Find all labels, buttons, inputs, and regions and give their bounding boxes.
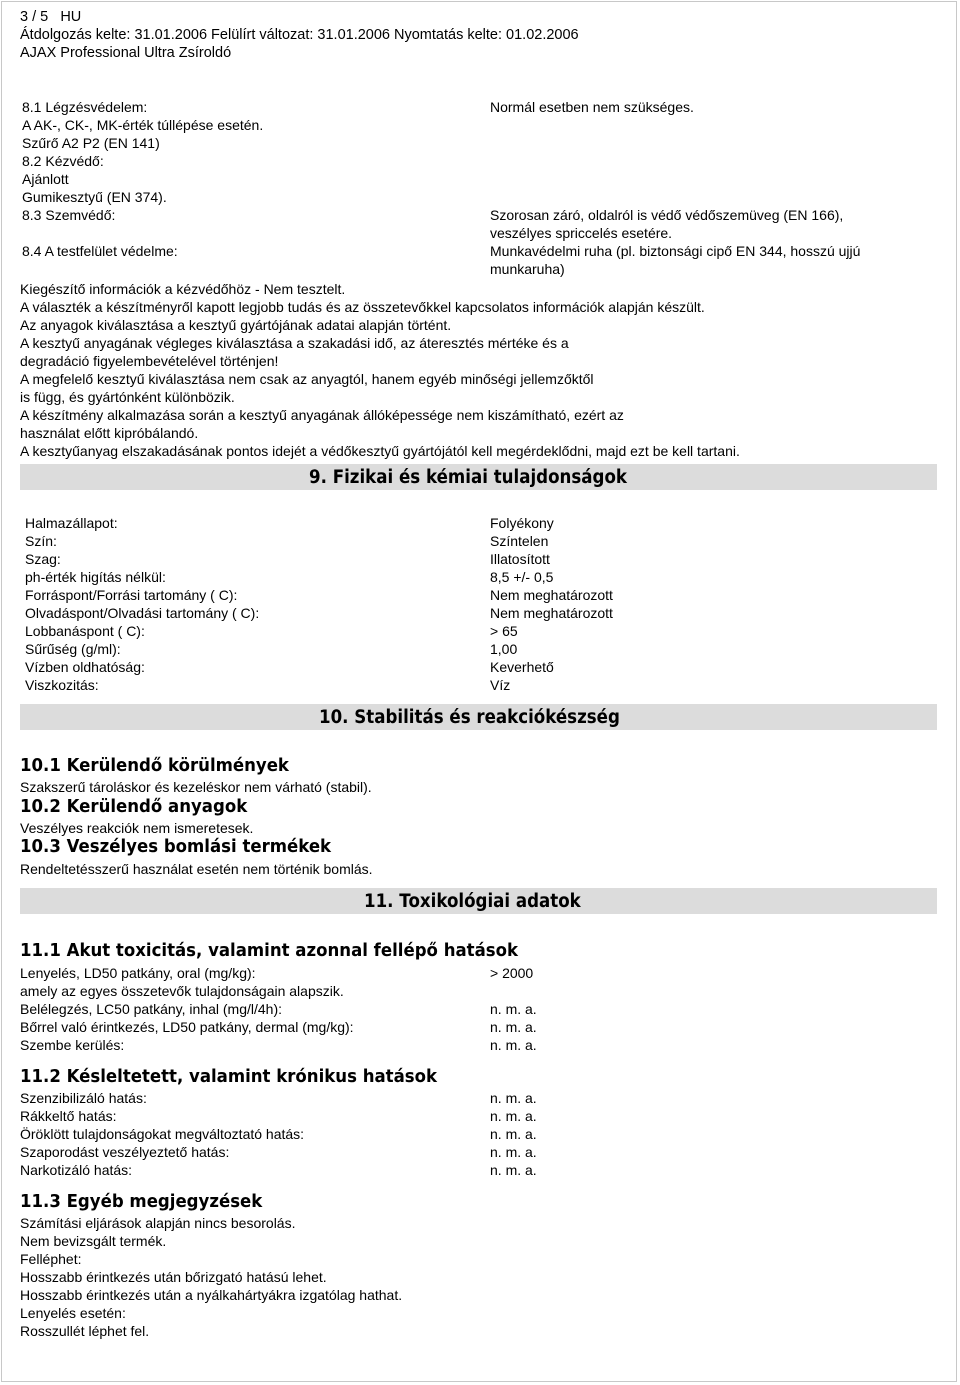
subsection-title: 11.3 Egyéb megjegyzések xyxy=(20,1191,263,1212)
tox-value: n. m. a. xyxy=(490,1019,537,1035)
text-line: is függ, és gyártónként különbözik. xyxy=(20,389,235,405)
text-line: Szakszerű tároláskor és kezeléskor nem várható (stabil). xyxy=(20,779,372,795)
tox-label: Belélegzés, LC50 patkány, inhal (mg/l/4h): xyxy=(20,1001,282,1017)
tox-label: amely az egyes összetevők tulajdonságain alapszik. xyxy=(20,983,344,999)
property-label: ph-érték higítás nélkül: xyxy=(25,569,166,585)
subsection-title: 11.1 Akut toxicitás, valamint azonnal fellépő hatások xyxy=(20,940,519,961)
section-title: 11. Toxikológiai adatok xyxy=(364,891,581,912)
text-line: Gumikesztyű (EN 374). xyxy=(22,189,167,205)
body-protection-value-cont: munkaruha) xyxy=(490,261,565,277)
text-line: használat előtt kipróbálandó. xyxy=(20,425,199,441)
section-title: 9. Fizikai és kémiai tulajdonságok xyxy=(309,467,627,488)
text-line: A választék a készítményről kapott legjobb tudás és az összetevőkkel kapcsolatos információk alapján készült. xyxy=(20,299,705,315)
text-line: Ajánlott xyxy=(22,171,69,187)
body-protection-label: 8.4 A testfelület védelme: xyxy=(22,243,178,259)
tox-value: n. m. a. xyxy=(490,1037,537,1053)
tox-label: Bőrrel való érintkezés, LD50 patkány, dermal (mg/kg): xyxy=(20,1019,354,1035)
property-label: Lobbanáspont ( C): xyxy=(25,623,145,639)
property-label: Szín: xyxy=(25,533,57,549)
property-value: Nem meghatározott xyxy=(490,587,613,603)
text-line: Számítási eljárások alapján nincs besorolás. xyxy=(20,1215,296,1231)
text-line: Veszélyes reakciók nem ismeretesek. xyxy=(20,820,254,836)
text-line: Kiegészítő információk a kézvédőhöz - Nem tesztelt. xyxy=(20,281,346,297)
subsection-title: 10.2 Kerülendő anyagok xyxy=(20,796,248,817)
eye-protection-value-cont: veszélyes spriccelés esetére. xyxy=(490,225,673,241)
property-value: 1,00 xyxy=(490,641,518,657)
tox-value: n. m. a. xyxy=(490,1144,537,1160)
text-line: A kesztyű anyagának végleges kiválasztása a szakadási idő, az áteresztés mértéke és a xyxy=(20,335,569,351)
text-line: A megfelelő kesztyű kiválasztása nem csak az anyagtól, hanem egyéb minőségi jellemzőktől xyxy=(20,371,594,387)
document-dates: Átdolgozás kelte: 31.01.2006 Felülírt változat: 31.01.2006 Nyomtatás kelte: 01.02.2006 xyxy=(20,27,579,43)
property-value: > 65 xyxy=(490,623,518,639)
body-protection-value: Munkavédelmi ruha (pl. biztonsági cipő EN 344, hosszú ujjú xyxy=(490,243,861,259)
subsection-title: 11.2 Késleltetett, valamint krónikus hatások xyxy=(20,1066,438,1087)
property-value: Víz xyxy=(490,677,511,693)
section-9-header xyxy=(20,464,937,490)
text-line: A kesztyűanyag elszakadásának pontos idejét a védőkesztyű gyártójától kell megérdeklődni, majd ezt be kell tartani. xyxy=(20,443,740,459)
text-line: Szűrő A2 P2 (EN 141) xyxy=(22,135,160,151)
tox-label: Rákkeltő hatás: xyxy=(20,1108,117,1124)
eye-protection-label: 8.3 Szemvédő: xyxy=(22,207,116,223)
property-label: Viszkozitás: xyxy=(25,677,99,693)
text-line: Hosszabb érintkezés után bőrizgató hatású lehet. xyxy=(20,1269,327,1285)
tox-value: n. m. a. xyxy=(490,1162,537,1178)
text-line: Rosszullét léphet fel. xyxy=(20,1323,150,1339)
subsection-title: 10.1 Kerülendő körülmények xyxy=(20,755,289,776)
tox-label: Lenyelés, LD50 patkány, oral (mg/kg): xyxy=(20,965,256,981)
text-line: Lenyelés esetén: xyxy=(20,1305,126,1321)
property-label: Forráspont/Forrási tartomány ( C): xyxy=(25,587,238,603)
property-label: Sűrűség (g/ml): xyxy=(25,641,121,657)
text-line: A AK-, CK-, MK-érték túllépése esetén. xyxy=(22,117,264,133)
page-number: 3 / 5 HU xyxy=(20,9,82,25)
text-line: Nem bevizsgált termék. xyxy=(20,1233,167,1249)
tox-value: > 2000 xyxy=(490,965,534,981)
property-value: Nem meghatározott xyxy=(490,605,613,621)
tox-value: n. m. a. xyxy=(490,1126,537,1142)
tox-value: n. m. a. xyxy=(490,1001,537,1017)
property-label: Olvadáspont/Olvadási tartomány ( C): xyxy=(25,605,260,621)
property-label: Vízben oldhatóság: xyxy=(25,659,145,675)
section-title: 10. Stabilitás és reakciókészség xyxy=(319,707,620,728)
hand-protection-label: 8.2 Kézvédő: xyxy=(22,153,104,169)
property-label: Szag: xyxy=(25,551,61,567)
tox-label: Szembe kerülés: xyxy=(20,1037,125,1053)
tox-value: n. m. a. xyxy=(490,1090,537,1106)
text-line: Rendeltetésszerű használat esetén nem történik bomlás. xyxy=(20,861,373,877)
subsection-title: 10.3 Veszélyes bomlási termékek xyxy=(20,836,332,857)
tox-value: n. m. a. xyxy=(490,1108,537,1124)
property-value: 8,5 +/- 0,5 xyxy=(490,569,554,585)
respiratory-value: Normál esetben nem szükséges. xyxy=(490,99,694,115)
tox-label: Öröklött tulajdonságokat megváltoztató hatás: xyxy=(20,1126,305,1142)
text-line: A készítmény alkalmazása során a kesztyű anyagának állóképessége nem kiszámítható, ezért az xyxy=(20,407,624,423)
section-11-header xyxy=(20,888,937,914)
property-label: Halmazállapot: xyxy=(25,515,118,531)
property-value: Színtelen xyxy=(490,533,549,549)
text-line: Hosszabb érintkezés után a nyálkahártyákra izgatólag hathat. xyxy=(20,1287,403,1303)
tox-label: Narkotizáló hatás: xyxy=(20,1162,133,1178)
section-10-header xyxy=(20,704,937,730)
tox-label: Szenzibilizáló hatás: xyxy=(20,1090,147,1106)
property-value: Folyékony xyxy=(490,515,554,531)
language-code: HU xyxy=(60,9,82,25)
eye-protection-value: Szorosan záró, oldalról is védő védőszemüveg (EN 166), xyxy=(490,207,844,223)
text-line: Az anyagok kiválasztása a kesztyű gyártójának adatai alapján történt. xyxy=(20,317,452,333)
tox-label: Szaporodást veszélyeztető hatás: xyxy=(20,1144,230,1160)
property-value: Keverhető xyxy=(490,659,554,675)
property-value: Illatosított xyxy=(490,551,550,567)
text-line: degradáció figyelembevételével történjen! xyxy=(20,353,279,369)
text-line: Felléphet: xyxy=(20,1251,82,1267)
respiratory-label: 8.1 Légzésvédelem: xyxy=(22,99,148,115)
product-name: AJAX Professional Ultra Zsíroldó xyxy=(20,45,232,61)
